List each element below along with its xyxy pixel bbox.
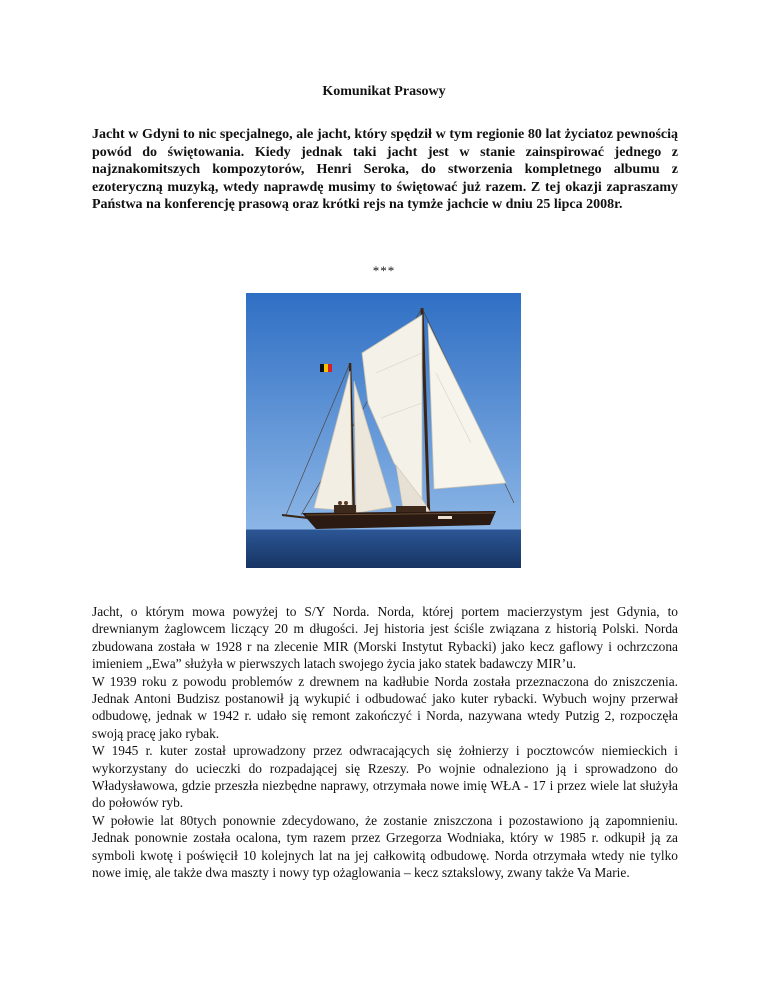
paragraph-1945: W 1945 r. kuter został uprowadzony przez odwracających się żołnierzy i pocztowców niemieckich i wykorzystany do ucieczki do rozpadającej się Rzeszy. Po wojnie odnaleziono ją i sprowadzono do Władysławowa, gdzie przeszła niezbędne naprawy, otrzymała nowe imię WŁA - 17 i przez wiele lat służyła do połowów ryb. bbox=[92, 743, 678, 811]
body-text bbox=[92, 603, 678, 882]
paragraph-1980s: W połowie lat 80tych ponownie zdecydowano, że zostanie zniszczona i pozostawiono ją zapomnieniu. Jednak ponownie została ocalona, tym razem przez Grzegorza Wodniaka, który w 1985 r. odkupił ją za symboli kwotę i poświęcił 10 kolejnych lat na jej całkowitą odbudowę. Norda otrzymała wtedy nie tylko nowe imię, ale także dwa maszty i nowy typ ożaglowania – kecz sztakslowy, zwany także Va Marie. bbox=[92, 812, 678, 881]
paragraph-history-intro: Jacht, o którym mowa powyżej to S/Y Norda. Norda, której portem macierzystym jest Gdynia, to drewnianym żaglowcem liczący 20 m długości. Jej historia jest ściśle związana z historią Polski. Norda zbudowana została w 1928 r na zlecenie MIR (Morski Instytut Rybacki) jako kecz gaflowy i ochrzczona imieniem „Ewa” służyła w pierwszych latach swojego życia jako statek badawczy MIR’u. bbox=[92, 604, 678, 672]
yacht-photo bbox=[246, 293, 521, 568]
sea bbox=[246, 529, 521, 568]
document-title: Komunikat Prasowy bbox=[322, 84, 446, 99]
section-separator: *** bbox=[372, 263, 396, 278]
lead-paragraph: Jacht w Gdyni to nic specjalnego, ale jacht, który spędził w tym regionie 80 lat życiatoz pewnością powód do świętowania. Kiedy jednak taki jacht jest w stanie zainspirować jednego z najznakomitszych kompozytorów, Henri Seroka, do stworzenia kompletnego albumu z ezoteryczną muzyką, wtedy naprawdę musimy to świętować już razem. Z tej okazji zapraszamy Państwa na konferencję prasową oraz krótki rejs na tymże jachcie w dniu 25 lipca 2008r. bbox=[92, 127, 678, 213]
yacht-illustration bbox=[246, 293, 521, 568]
belgian-flag bbox=[320, 364, 332, 372]
paragraph-1939: W 1939 roku z powodu problemów z drewnem na kadłubie Norda została przeznaczona do zniszczenia. Jednak Antoni Budzisz postanowił ją wykupić i odbudować jako kuter rybacki. Wybuch wojny przerwał odbudowę, jednak w 1942 r. udało się remont zakończyć i Norda, nazywana wtedy Putzig 2, rozpoczęła swoją pracę jako rybak. bbox=[92, 673, 678, 741]
